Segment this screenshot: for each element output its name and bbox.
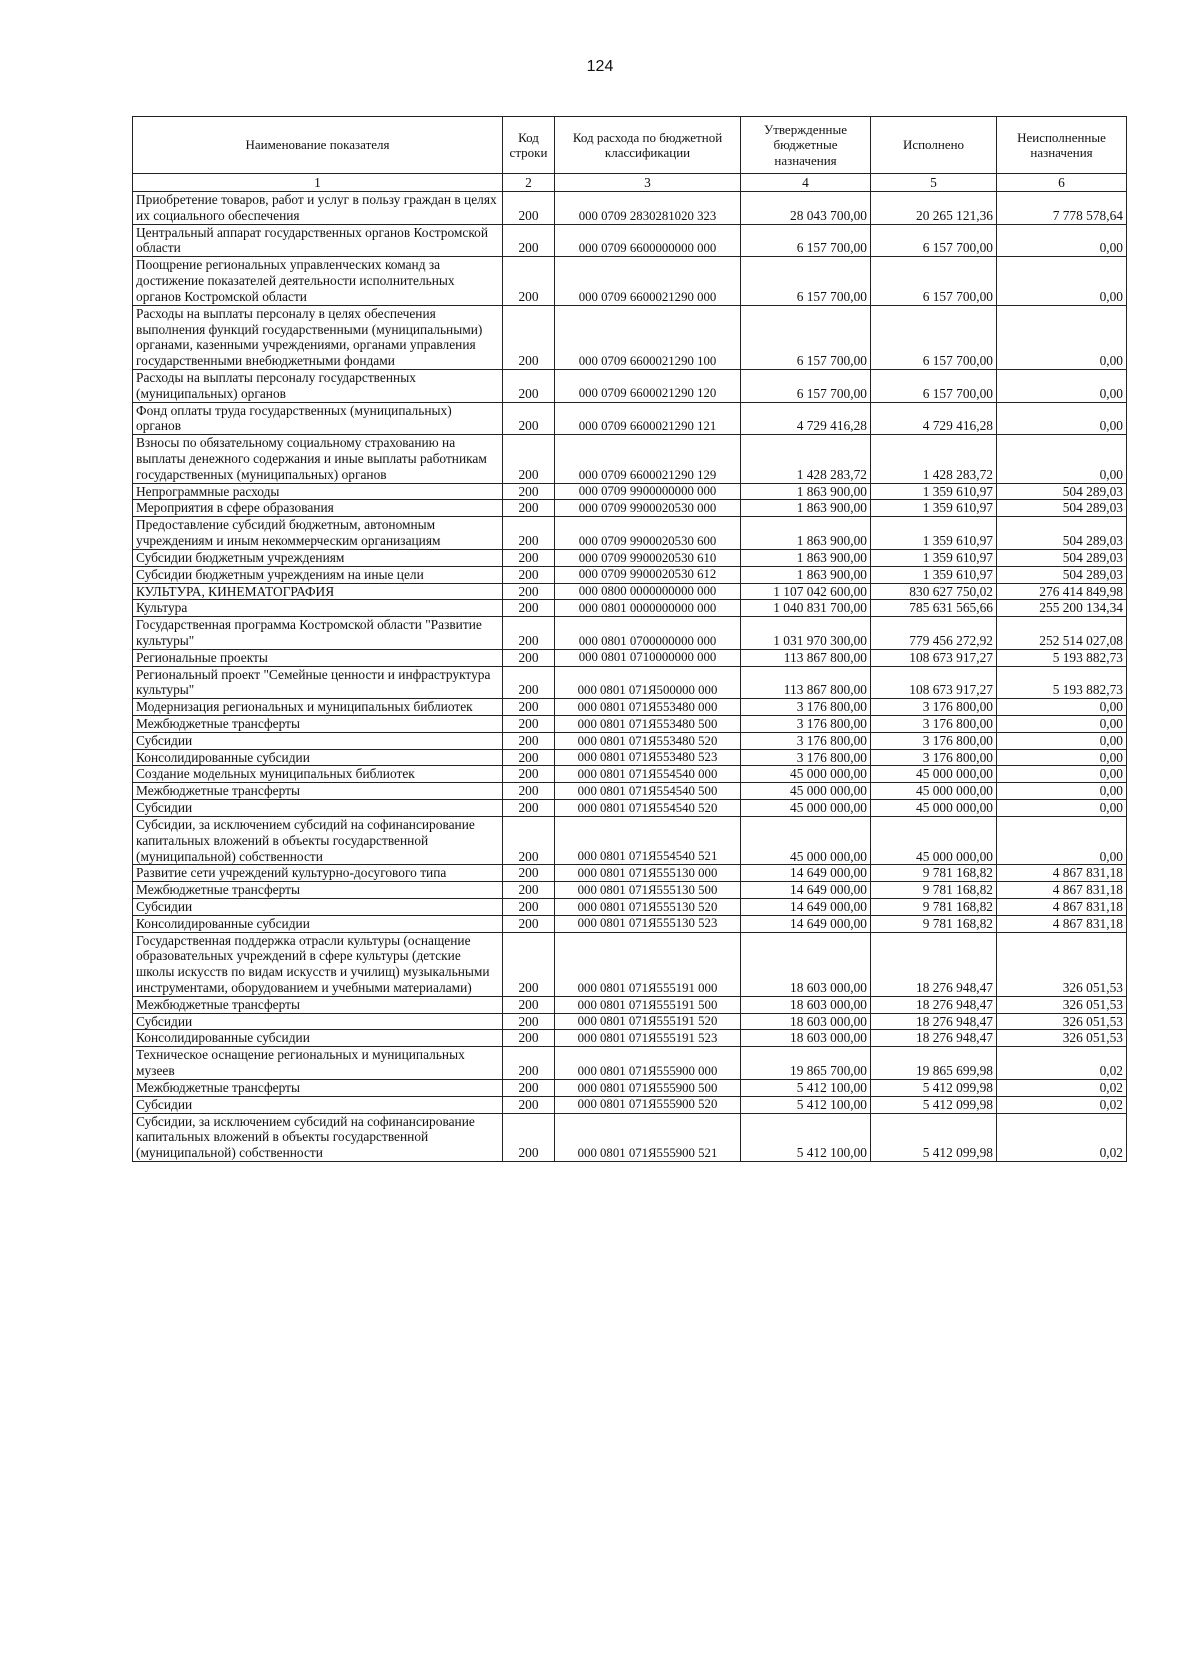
- column-number: 5: [871, 174, 997, 192]
- column-number: 3: [555, 174, 741, 192]
- column-number: 6: [997, 174, 1127, 192]
- table-row: [133, 649, 1127, 666]
- row-classification: 000 0801 071Я553480 523: [555, 749, 741, 766]
- row-code: 200: [503, 666, 555, 699]
- row-executed: 45 000 000,00: [871, 766, 997, 783]
- row-approved: 45 000 000,00: [741, 783, 871, 800]
- row-approved: 14 649 000,00: [741, 915, 871, 932]
- row-classification: 000 0801 071Я555191 520: [555, 1013, 741, 1030]
- row-approved: 18 603 000,00: [741, 1030, 871, 1047]
- row-approved: 1 428 283,72: [741, 435, 871, 483]
- row-code: 200: [503, 566, 555, 583]
- row-classification: 000 0801 071Я553480 000: [555, 699, 741, 716]
- row-unexecuted: 0,00: [997, 402, 1127, 435]
- row-executed: 3 176 800,00: [871, 749, 997, 766]
- row-approved: 3 176 800,00: [741, 716, 871, 733]
- table-row: [133, 749, 1127, 766]
- row-code: 200: [503, 783, 555, 800]
- row-name: Региональные проекты: [133, 649, 503, 666]
- table-row: [133, 716, 1127, 733]
- row-approved: 1 863 900,00: [741, 517, 871, 550]
- row-unexecuted: 0,00: [997, 257, 1127, 305]
- report-body: [133, 192, 1127, 1162]
- row-name: Модернизация региональных и муниципальных библиотек: [133, 699, 503, 716]
- row-code: 200: [503, 649, 555, 666]
- row-name: Центральный аппарат государственных органов Костромской области: [133, 224, 503, 257]
- row-approved: 5 412 100,00: [741, 1096, 871, 1113]
- header-classification: Код расхода по бюджетной классификации: [555, 117, 741, 174]
- row-approved: 6 157 700,00: [741, 369, 871, 402]
- row-unexecuted: 4 867 831,18: [997, 865, 1127, 882]
- row-executed: 3 176 800,00: [871, 716, 997, 733]
- row-code: 200: [503, 617, 555, 650]
- row-code: 200: [503, 192, 555, 225]
- row-name: Фонд оплаты труда государственных (муниципальных) органов: [133, 402, 503, 435]
- table-row: [133, 1013, 1127, 1030]
- row-executed: 18 276 948,47: [871, 932, 997, 996]
- row-code: 200: [503, 517, 555, 550]
- column-number: 1: [133, 174, 503, 192]
- row-unexecuted: 0,00: [997, 800, 1127, 817]
- row-executed: 6 157 700,00: [871, 224, 997, 257]
- row-name: Государственная программа Костромской области "Развитие культуры": [133, 617, 503, 650]
- table-row: [133, 1096, 1127, 1113]
- row-unexecuted: 504 289,03: [997, 500, 1127, 517]
- row-approved: 6 157 700,00: [741, 257, 871, 305]
- row-unexecuted: 0,00: [997, 749, 1127, 766]
- row-executed: 9 781 168,82: [871, 898, 997, 915]
- row-code: 200: [503, 369, 555, 402]
- row-unexecuted: 0,00: [997, 816, 1127, 864]
- row-name: Консолидированные субсидии: [133, 1030, 503, 1047]
- row-unexecuted: 0,00: [997, 369, 1127, 402]
- row-executed: 1 359 610,97: [871, 549, 997, 566]
- row-executed: 9 781 168,82: [871, 882, 997, 899]
- row-classification: 000 0709 9900000000 000: [555, 483, 741, 500]
- row-executed: 1 359 610,97: [871, 566, 997, 583]
- row-unexecuted: 4 867 831,18: [997, 882, 1127, 899]
- table-row: [133, 800, 1127, 817]
- row-name: Субсидии: [133, 898, 503, 915]
- row-code: 200: [503, 915, 555, 932]
- row-classification: 000 0801 071Я553480 500: [555, 716, 741, 733]
- row-name: Государственная поддержка отрасли культуры (оснащение образовательных учреждений в сфере культуры (детские школы искусств по видам искусств и училищ) музыкальными инструментами, оборудованием и учебными материалами): [133, 932, 503, 996]
- row-approved: 1 107 042 600,00: [741, 583, 871, 600]
- row-classification: 000 0801 071Я555191 500: [555, 996, 741, 1013]
- row-unexecuted: 276 414 849,98: [997, 583, 1127, 600]
- table-row: [133, 224, 1127, 257]
- row-unexecuted: 0,00: [997, 224, 1127, 257]
- row-classification: 000 0801 071Я554540 520: [555, 800, 741, 817]
- row-approved: 1 863 900,00: [741, 500, 871, 517]
- table-row: [133, 305, 1127, 369]
- row-approved: 3 176 800,00: [741, 699, 871, 716]
- row-executed: 9 781 168,82: [871, 915, 997, 932]
- table-row: [133, 435, 1127, 483]
- row-name: Поощрение региональных управленческих команд за достижение показателей деятельности исполнительных органов Костромской области: [133, 257, 503, 305]
- row-code: 200: [503, 932, 555, 996]
- row-unexecuted: 0,00: [997, 732, 1127, 749]
- row-name: КУЛЬТУРА, КИНЕМАТОГРАФИЯ: [133, 583, 503, 600]
- row-approved: 6 157 700,00: [741, 224, 871, 257]
- row-name: Межбюджетные трансферты: [133, 716, 503, 733]
- row-classification: 000 0709 6600021290 120: [555, 369, 741, 402]
- table-row: [133, 1030, 1127, 1047]
- table-row: [133, 1113, 1127, 1161]
- row-executed: 108 673 917,27: [871, 666, 997, 699]
- column-number: 4: [741, 174, 871, 192]
- row-code: 200: [503, 1096, 555, 1113]
- row-name: Межбюджетные трансферты: [133, 882, 503, 899]
- row-classification: 000 0709 9900020530 610: [555, 549, 741, 566]
- row-unexecuted: 0,00: [997, 699, 1127, 716]
- header-executed: Исполнено: [871, 117, 997, 174]
- row-executed: 5 412 099,98: [871, 1096, 997, 1113]
- table-row: [133, 699, 1127, 716]
- row-name: Мероприятия в сфере образования: [133, 500, 503, 517]
- column-number: 2: [503, 174, 555, 192]
- table-row: [133, 583, 1127, 600]
- row-classification: 000 0801 071Я555191 000: [555, 932, 741, 996]
- row-code: 200: [503, 898, 555, 915]
- row-classification: 000 0709 6600021290 129: [555, 435, 741, 483]
- row-unexecuted: 504 289,03: [997, 549, 1127, 566]
- row-approved: 28 043 700,00: [741, 192, 871, 225]
- row-unexecuted: 5 193 882,73: [997, 649, 1127, 666]
- row-name: Субсидии бюджетным учреждениям на иные цели: [133, 566, 503, 583]
- row-unexecuted: 252 514 027,08: [997, 617, 1127, 650]
- row-code: 200: [503, 1030, 555, 1047]
- row-code: 200: [503, 699, 555, 716]
- row-executed: 45 000 000,00: [871, 800, 997, 817]
- row-code: 200: [503, 865, 555, 882]
- row-approved: 4 729 416,28: [741, 402, 871, 435]
- row-code: 200: [503, 224, 555, 257]
- row-classification: 000 0801 0000000000 000: [555, 600, 741, 617]
- table-row: [133, 882, 1127, 899]
- row-code: 200: [503, 1079, 555, 1096]
- row-name: Взносы по обязательному социальному страхованию на выплаты денежного содержания и иные выплаты работникам государственных (муниципальных) органов: [133, 435, 503, 483]
- table-row: [133, 257, 1127, 305]
- row-classification: 000 0709 6600000000 000: [555, 224, 741, 257]
- table-row: [133, 549, 1127, 566]
- row-unexecuted: 326 051,53: [997, 1030, 1127, 1047]
- row-executed: 785 631 565,66: [871, 600, 997, 617]
- row-classification: 000 0801 071Я555900 521: [555, 1113, 741, 1161]
- row-name: Субсидии: [133, 1096, 503, 1113]
- row-code: 200: [503, 816, 555, 864]
- row-executed: 1 359 610,97: [871, 517, 997, 550]
- row-name: Субсидии: [133, 732, 503, 749]
- row-classification: 000 0709 2830281020 323: [555, 192, 741, 225]
- row-code: 200: [503, 749, 555, 766]
- table-row: [133, 500, 1127, 517]
- row-approved: 1 863 900,00: [741, 483, 871, 500]
- row-name: Создание модельных муниципальных библиотек: [133, 766, 503, 783]
- row-classification: 000 0801 071Я554540 500: [555, 783, 741, 800]
- row-approved: 14 649 000,00: [741, 882, 871, 899]
- table-row: [133, 566, 1127, 583]
- row-classification: 000 0801 071Я555900 520: [555, 1096, 741, 1113]
- row-approved: 3 176 800,00: [741, 732, 871, 749]
- row-classification: 000 0801 0700000000 000: [555, 617, 741, 650]
- row-unexecuted: 0,02: [997, 1096, 1127, 1113]
- row-unexecuted: 326 051,53: [997, 1013, 1127, 1030]
- row-classification: 000 0801 071Я555900 500: [555, 1079, 741, 1096]
- table-row: [133, 816, 1127, 864]
- row-executed: 45 000 000,00: [871, 816, 997, 864]
- table-row: [133, 915, 1127, 932]
- row-unexecuted: 0,00: [997, 435, 1127, 483]
- row-executed: 6 157 700,00: [871, 257, 997, 305]
- row-unexecuted: 0,02: [997, 1047, 1127, 1080]
- table-row: [133, 600, 1127, 617]
- table-row: [133, 617, 1127, 650]
- row-name: Межбюджетные трансферты: [133, 783, 503, 800]
- row-approved: 45 000 000,00: [741, 800, 871, 817]
- row-code: 200: [503, 583, 555, 600]
- row-name: Субсидии: [133, 800, 503, 817]
- row-unexecuted: 0,02: [997, 1113, 1127, 1161]
- row-classification: 000 0709 6600021290 000: [555, 257, 741, 305]
- row-approved: 14 649 000,00: [741, 898, 871, 915]
- row-executed: 830 627 750,02: [871, 583, 997, 600]
- row-executed: 45 000 000,00: [871, 783, 997, 800]
- row-unexecuted: 0,00: [997, 783, 1127, 800]
- row-unexecuted: 504 289,03: [997, 517, 1127, 550]
- row-executed: 3 176 800,00: [871, 699, 997, 716]
- row-executed: 9 781 168,82: [871, 865, 997, 882]
- row-code: 200: [503, 402, 555, 435]
- row-classification: 000 0801 071Я555130 000: [555, 865, 741, 882]
- row-unexecuted: 504 289,03: [997, 483, 1127, 500]
- row-unexecuted: 326 051,53: [997, 932, 1127, 996]
- row-code: 200: [503, 1113, 555, 1161]
- row-code: 200: [503, 305, 555, 369]
- row-name: Субсидии, за исключением субсидий на софинансирование капитальных вложений в объекты государственной (муниципальной) собственности: [133, 1113, 503, 1161]
- table-row: [133, 483, 1127, 500]
- row-name: Непрограммные расходы: [133, 483, 503, 500]
- table-row: [133, 1079, 1127, 1096]
- row-classification: 000 0709 6600021290 121: [555, 402, 741, 435]
- row-classification: 000 0801 071Я554540 521: [555, 816, 741, 864]
- table-row: [133, 1047, 1127, 1080]
- row-approved: 1 863 900,00: [741, 566, 871, 583]
- row-classification: 000 0801 071Я555130 500: [555, 882, 741, 899]
- row-code: 200: [503, 600, 555, 617]
- row-approved: 6 157 700,00: [741, 305, 871, 369]
- row-executed: 5 412 099,98: [871, 1079, 997, 1096]
- row-code: 200: [503, 549, 555, 566]
- row-classification: 000 0709 9900020530 612: [555, 566, 741, 583]
- row-name: Консолидированные субсидии: [133, 749, 503, 766]
- row-classification: 000 0801 071Я555191 523: [555, 1030, 741, 1047]
- row-unexecuted: 4 867 831,18: [997, 915, 1127, 932]
- row-name: Развитие сети учреждений культурно-досугового типа: [133, 865, 503, 882]
- row-classification: 000 0801 071Я555130 520: [555, 898, 741, 915]
- header-approved: Утвержденные бюджетные назначения: [741, 117, 871, 174]
- row-executed: 19 865 699,98: [871, 1047, 997, 1080]
- table-row: [133, 865, 1127, 882]
- row-unexecuted: 0,02: [997, 1079, 1127, 1096]
- budget-report-table: [132, 116, 1127, 1162]
- row-name: Субсидии бюджетным учреждениям: [133, 549, 503, 566]
- row-approved: 1 040 831 700,00: [741, 600, 871, 617]
- row-classification: 000 0801 071Я554540 000: [555, 766, 741, 783]
- row-name: Расходы на выплаты персоналу государственных (муниципальных) органов: [133, 369, 503, 402]
- row-approved: 3 176 800,00: [741, 749, 871, 766]
- table-row: [133, 732, 1127, 749]
- table-row: [133, 402, 1127, 435]
- row-executed: 108 673 917,27: [871, 649, 997, 666]
- row-code: 200: [503, 483, 555, 500]
- row-unexecuted: 255 200 134,34: [997, 600, 1127, 617]
- table-row: [133, 192, 1127, 225]
- row-name: Региональный проект "Семейные ценности и инфраструктура культуры": [133, 666, 503, 699]
- row-name: Культура: [133, 600, 503, 617]
- row-approved: 1 863 900,00: [741, 549, 871, 566]
- row-code: 200: [503, 716, 555, 733]
- table-row: [133, 766, 1127, 783]
- row-unexecuted: 5 193 882,73: [997, 666, 1127, 699]
- row-approved: 14 649 000,00: [741, 865, 871, 882]
- row-approved: 5 412 100,00: [741, 1079, 871, 1096]
- table-row: [133, 932, 1127, 996]
- row-classification: 000 0709 6600021290 100: [555, 305, 741, 369]
- row-code: 200: [503, 257, 555, 305]
- row-code: 200: [503, 882, 555, 899]
- row-classification: 000 0709 9900020530 600: [555, 517, 741, 550]
- row-executed: 4 729 416,28: [871, 402, 997, 435]
- table-row: [133, 369, 1127, 402]
- table-row: [133, 898, 1127, 915]
- row-name: Техническое оснащение региональных и муниципальных музеев: [133, 1047, 503, 1080]
- row-approved: 1 031 970 300,00: [741, 617, 871, 650]
- table-row: [133, 996, 1127, 1013]
- row-name: Предоставление субсидий бюджетным, автономным учреждениям и иным некоммерческим организациям: [133, 517, 503, 550]
- column-numbers-row: [133, 174, 1127, 192]
- row-unexecuted: 0,00: [997, 766, 1127, 783]
- row-code: 200: [503, 996, 555, 1013]
- row-executed: 6 157 700,00: [871, 369, 997, 402]
- row-approved: 45 000 000,00: [741, 816, 871, 864]
- table-row: [133, 517, 1127, 550]
- row-executed: 20 265 121,36: [871, 192, 997, 225]
- row-approved: 18 603 000,00: [741, 996, 871, 1013]
- row-approved: 5 412 100,00: [741, 1113, 871, 1161]
- row-code: 200: [503, 1047, 555, 1080]
- row-name: Субсидии, за исключением субсидий на софинансирование капитальных вложений в объекты государственной (муниципальной) собственности: [133, 816, 503, 864]
- row-approved: 113 867 800,00: [741, 666, 871, 699]
- row-code: 200: [503, 1013, 555, 1030]
- row-approved: 19 865 700,00: [741, 1047, 871, 1080]
- row-classification: 000 0709 9900020530 000: [555, 500, 741, 517]
- row-classification: 000 0800 0000000000 000: [555, 583, 741, 600]
- header-unexecuted: Неисполненные назначения: [997, 117, 1127, 174]
- row-code: 200: [503, 732, 555, 749]
- row-code: 200: [503, 800, 555, 817]
- row-name: Консолидированные субсидии: [133, 915, 503, 932]
- row-executed: 3 176 800,00: [871, 732, 997, 749]
- row-name: Межбюджетные трансферты: [133, 996, 503, 1013]
- row-approved: 45 000 000,00: [741, 766, 871, 783]
- row-classification: 000 0801 0710000000 000: [555, 649, 741, 666]
- row-name: Межбюджетные трансферты: [133, 1079, 503, 1096]
- row-name: Приобретение товаров, работ и услуг в пользу граждан в целях их социального обеспечения: [133, 192, 503, 225]
- row-executed: 779 456 272,92: [871, 617, 997, 650]
- row-unexecuted: 504 289,03: [997, 566, 1127, 583]
- table-row: [133, 666, 1127, 699]
- row-executed: 1 359 610,97: [871, 483, 997, 500]
- row-approved: 18 603 000,00: [741, 932, 871, 996]
- row-classification: 000 0801 071Я500000 000: [555, 666, 741, 699]
- row-classification: 000 0801 071Я553480 520: [555, 732, 741, 749]
- row-executed: 18 276 948,47: [871, 1013, 997, 1030]
- row-name: Субсидии: [133, 1013, 503, 1030]
- row-executed: 5 412 099,98: [871, 1113, 997, 1161]
- row-unexecuted: 0,00: [997, 305, 1127, 369]
- table-row: [133, 783, 1127, 800]
- row-unexecuted: 0,00: [997, 716, 1127, 733]
- row-unexecuted: 4 867 831,18: [997, 898, 1127, 915]
- row-classification: 000 0801 071Я555900 000: [555, 1047, 741, 1080]
- row-approved: 18 603 000,00: [741, 1013, 871, 1030]
- row-code: 200: [503, 435, 555, 483]
- row-unexecuted: 7 778 578,64: [997, 192, 1127, 225]
- row-approved: 113 867 800,00: [741, 649, 871, 666]
- row-unexecuted: 326 051,53: [997, 996, 1127, 1013]
- row-executed: 1 359 610,97: [871, 500, 997, 517]
- row-classification: 000 0801 071Я555130 523: [555, 915, 741, 932]
- row-executed: 1 428 283,72: [871, 435, 997, 483]
- page-number: 124: [586, 58, 614, 75]
- row-executed: 18 276 948,47: [871, 1030, 997, 1047]
- row-executed: 18 276 948,47: [871, 996, 997, 1013]
- row-code: 200: [503, 500, 555, 517]
- row-name: Расходы на выплаты персоналу в целях обеспечения выполнения функций государственными (муниципальными) органами, казенными учреждениями, органами управления государственными внебюджетными фондами: [133, 305, 503, 369]
- row-executed: 6 157 700,00: [871, 305, 997, 369]
- header-name: Наименование показателя: [133, 117, 503, 174]
- row-code: 200: [503, 766, 555, 783]
- header-row: [133, 117, 1127, 174]
- header-code: Код строки: [503, 117, 555, 174]
